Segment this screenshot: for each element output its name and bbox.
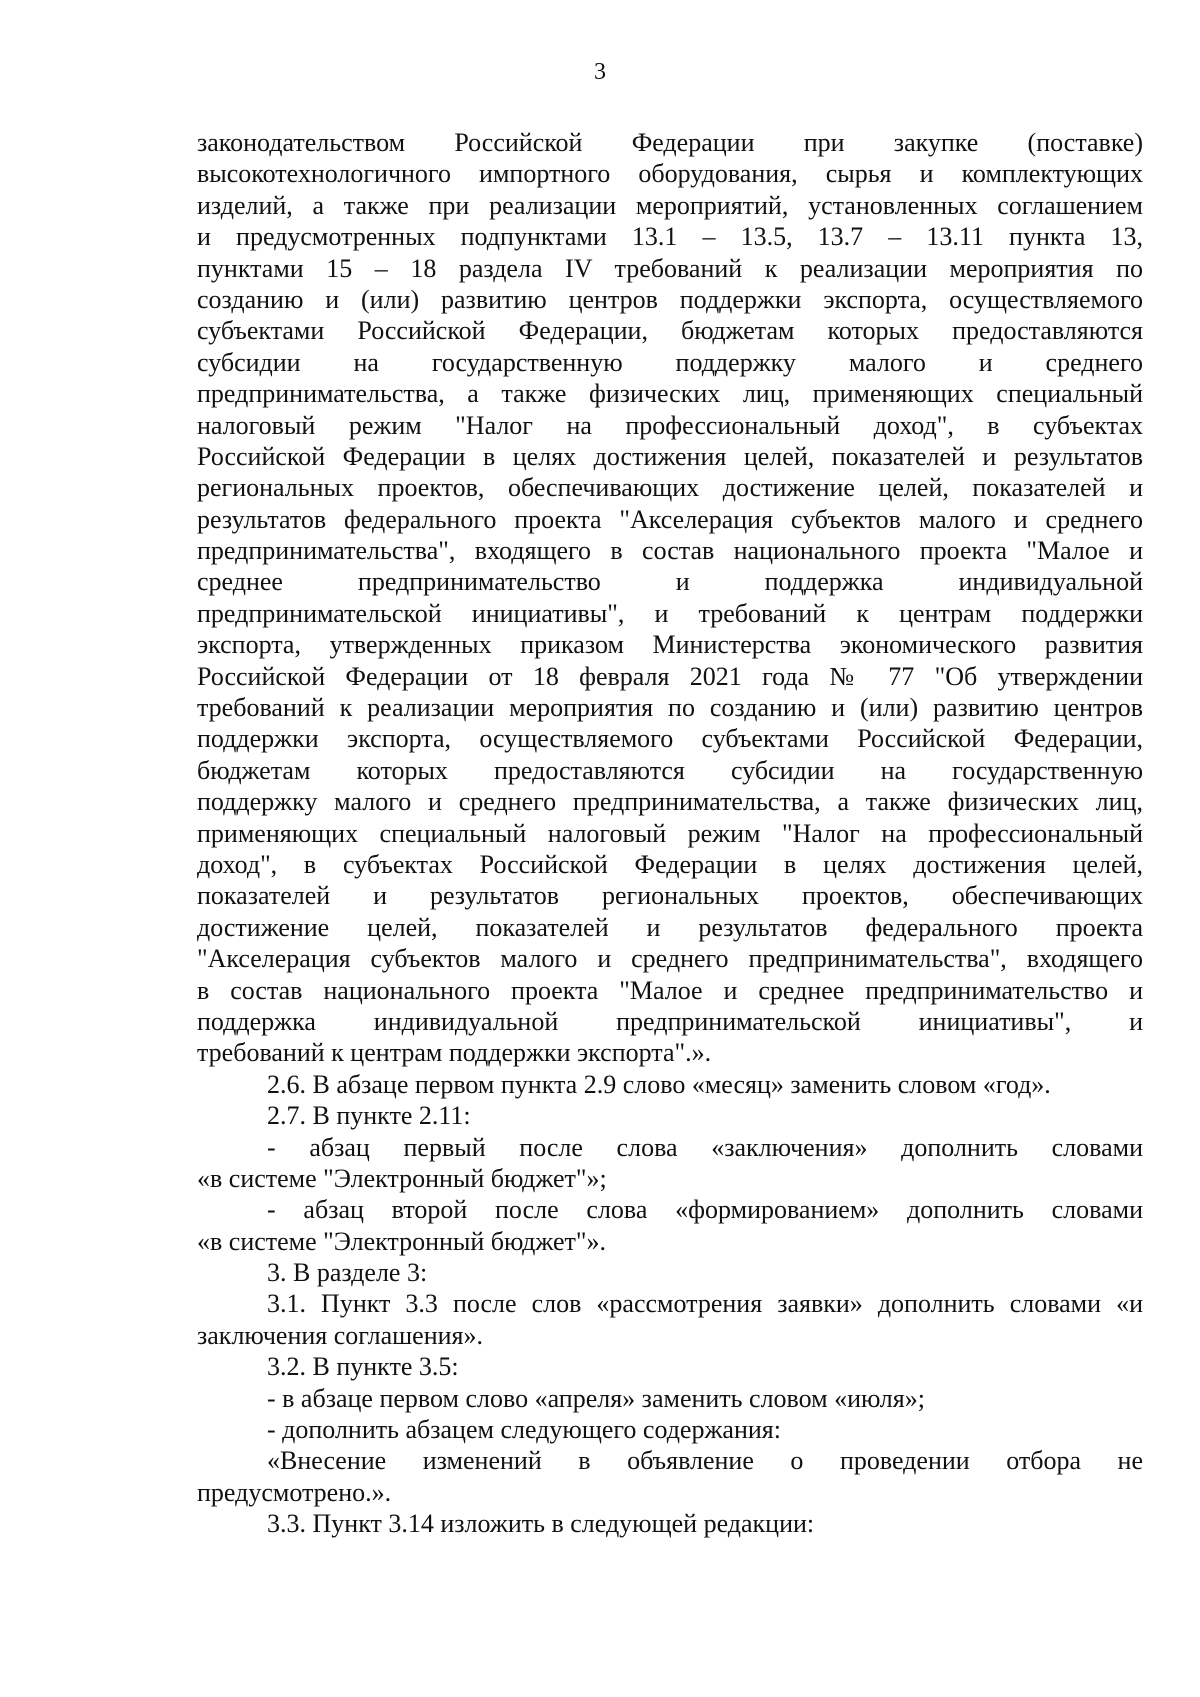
- text-line: среднее предпринимательство и поддержка индивидуальной: [197, 567, 1143, 597]
- text-line: - в абзаце первом слово «апреля» заменить словом «июля»;: [267, 1383, 925, 1413]
- text-line: поддержки экспорта, осуществляемого субъектами Российской Федерации,: [197, 724, 1143, 754]
- text-line: 2.7. В пункте 2.11:: [267, 1101, 471, 1131]
- text-line: экспорта, утвержденных приказом Министерства экономического развития: [197, 630, 1143, 660]
- text-line: пунктами 15 – 18 раздела IV требований к реализации мероприятия по: [197, 253, 1143, 283]
- text-line: результатов федерального проекта "Акселерация субъектов малого и среднего: [197, 504, 1143, 534]
- text-line: предпринимательской инициативы", и требований к центрам поддержки: [197, 598, 1143, 628]
- text-line: 3.2. В пункте 3.5:: [267, 1352, 459, 1382]
- text-line: и предусмотренных подпунктами 13.1 – 13.5, 13.7 – 13.11 пункта 13,: [197, 222, 1143, 252]
- text-line: законодательством Российской Федерации при закупке (поставке): [197, 128, 1143, 157]
- text-line: «в системе "Электронный бюджет"»;: [197, 1163, 607, 1193]
- text-line: Российской Федерации от 18 февраля 2021 года № 77 "Об утверждении: [197, 661, 1143, 691]
- text-line: субъектами Российской Федерации, бюджетам которых предоставляются: [197, 316, 1143, 346]
- text-line: субсидии на государственную поддержку малого и среднего: [197, 347, 1143, 377]
- text-line: требований к центрам поддержки экспорта".».: [197, 1038, 712, 1068]
- document-body: [197, 127, 1143, 1540]
- text-line: «в системе "Электронный бюджет"».: [197, 1226, 606, 1256]
- text-line: предпринимательства", входящего в состав национального проекта "Малое и: [197, 536, 1143, 566]
- text-line: 3.1. Пункт 3.3 после слов «рассмотрения заявки» дополнить словами «и: [267, 1289, 1143, 1319]
- text-line: показателей и результатов региональных проектов, обеспечивающих: [197, 881, 1143, 911]
- text-line: доход", в субъектах Российской Федерации в целях достижения целей,: [197, 849, 1143, 879]
- text-line: 3. В разделе 3:: [267, 1258, 428, 1288]
- text-line: - абзац второй после слова «формированием» дополнить словами: [267, 1195, 1143, 1225]
- text-line: - абзац первый после слова «заключения» дополнить словами: [267, 1132, 1143, 1162]
- text-line: поддержка индивидуальной предпринимательской инициативы", и: [197, 1006, 1143, 1036]
- text-line: "Акселерация субъектов малого и среднего предпринимательства", входящего: [197, 944, 1143, 974]
- text-line: региональных проектов, обеспечивающих достижение целей, показателей и: [197, 473, 1143, 503]
- text-line: Российской Федерации в целях достижения целей, показателей и результатов: [197, 441, 1143, 471]
- text-line: бюджетам которых предоставляются субсидии на государственную: [197, 755, 1143, 785]
- text-line: «Внесение изменений в объявление о проведении отбора не: [267, 1446, 1143, 1476]
- text-line: изделий, а также при реализации мероприятий, установленных соглашением: [197, 190, 1143, 220]
- text-line: предусмотрено.».: [197, 1477, 392, 1507]
- text-line: высокотехнологичного импортного оборудования, сырья и комплектующих: [197, 159, 1143, 189]
- text-line: требований к реализации мероприятия по созданию и (или) развитию центров: [197, 693, 1143, 723]
- text-line: созданию и (или) развитию центров поддержки экспорта, осуществляемого: [197, 284, 1143, 314]
- text-line: поддержку малого и среднего предпринимательства, а также физических лиц,: [197, 787, 1143, 817]
- text-line: - дополнить абзацем следующего содержания:: [267, 1415, 781, 1445]
- text-line: применяющих специальный налоговый режим "Налог на профессиональный: [197, 818, 1143, 848]
- page-number: 3: [594, 59, 606, 85]
- text-line: налоговый режим "Налог на профессиональный доход", в субъектах: [197, 410, 1143, 440]
- text-line: достижение целей, показателей и результатов федерального проекта: [197, 912, 1143, 942]
- text-line: в состав национального проекта "Малое и среднее предпринимательство и: [197, 975, 1143, 1005]
- text-line: заключения соглашения».: [197, 1320, 483, 1350]
- text-line: 3.3. Пункт 3.14 изложить в следующей редакции:: [267, 1509, 815, 1539]
- text-line: 2.6. В абзаце первом пункта 2.9 слово «месяц» заменить словом «год».: [267, 1069, 1051, 1099]
- text-line: предпринимательства, а также физических лиц, применяющих специальный: [197, 379, 1143, 409]
